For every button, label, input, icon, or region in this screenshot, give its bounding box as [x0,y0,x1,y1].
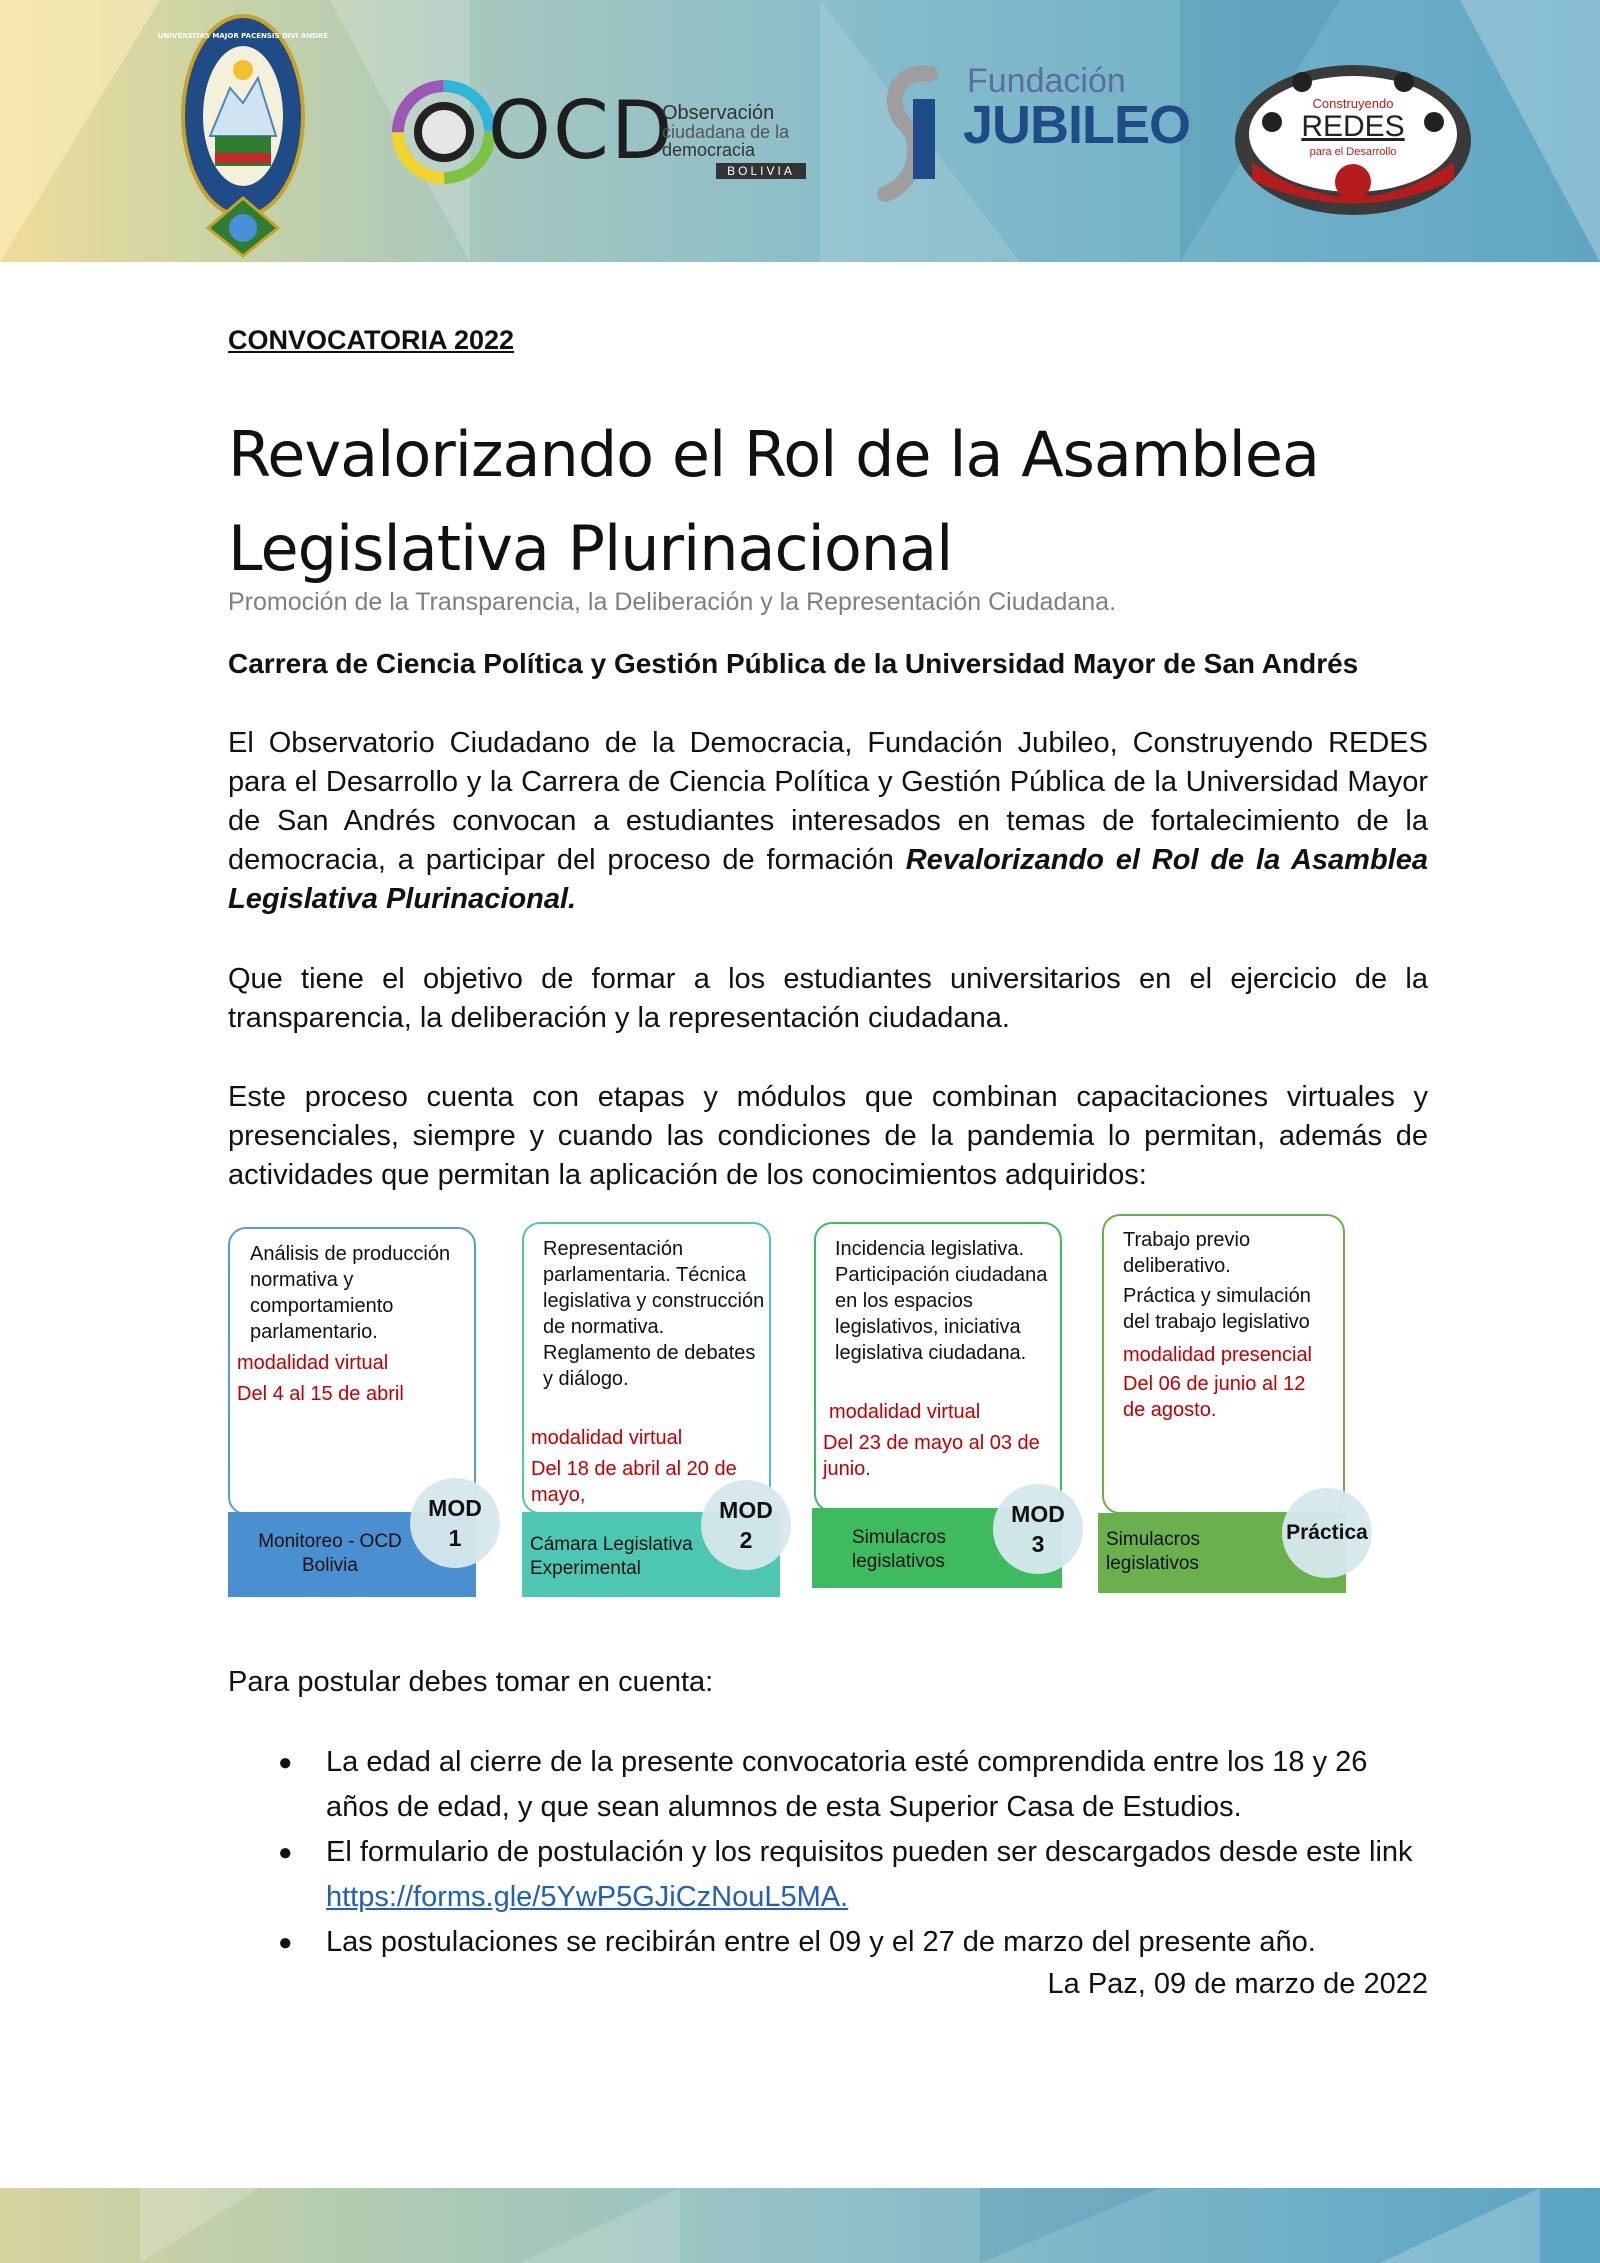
module-1-dates: Del 4 al 15 de abril [237,1383,404,1405]
application-form-link[interactable]: https://forms.gle/5YwP5GJiCzNouL5MA. [326,1881,849,1913]
ocd-line1: Observación [662,102,775,124]
ocd-line2: ciudadana de la [662,122,790,142]
page-title [228,408,1428,596]
ocd-ring-icon [392,80,497,185]
module-2-description: Representación parlamentaria. Técnica legislativa y construcción de normativa. Reglamento de debates y diálogo. [543,1238,765,1390]
module-3-modality: modalidad virtual [829,1401,981,1423]
module-2-bar-label: Cámara Legislativa Experimental [530,1534,693,1579]
umsa-logo [157,8,329,256]
jubileo-logo [875,62,1191,212]
module-1-description: Análisis de producción normativa y comportamiento parlamentario. [250,1243,451,1343]
redes-logo [1232,62,1474,218]
ocd-country: BOLIVIA [716,163,806,179]
redes-line3: para el Desarrollo [1309,146,1397,158]
redes-line2: REDES [1301,110,1405,143]
module-2-badge: MOD 2 [701,1480,791,1570]
requirement-form-text: El formulario de postulación y los requisitos pueden ser descargados desde este link [326,1836,1413,1868]
title-line-1: Revalorizando el Rol de la Asamblea [228,418,1320,491]
module-2-modality: modalidad virtual [531,1427,683,1449]
objective-paragraph: Que tiene el objetivo de formar a los estudiantes universitarios en el ejercicio de la transparencia, la deliberación y la representación ciudadana. [228,963,1428,1034]
footer-banner [0,2188,1600,2263]
module-4-modality: modalidad presencial [1123,1344,1313,1366]
process-paragraph: Este proceso cuenta con etapas y módulos que combinan capacitaciones virtuales y presenciales, siempre y cuando las condiciones de la pandemia lo permitan, además de actividades que permitan la aplicación de los conocimientos adquiridos: [228,1081,1428,1191]
module-3-description: Incidencia legislativa. Participación ciudadana en los espacios legislativos, iniciativa legislativa ciudadana. [835,1238,1048,1364]
module-4-bar-label: Simulacros legislativos [1106,1529,1200,1574]
apply-intro: Para postular debes tomar en cuenta: [228,1666,714,1698]
requirement-dates-text: Las postulaciones se recibirán entre el 09 y el 27 de marzo del presente año. [326,1926,1316,1958]
module-4-dates: Del 06 de junio al 12 de agosto. [1123,1373,1306,1421]
requirement-form [250,1830,1428,1920]
module-3-badge: MOD 3 [993,1484,1083,1574]
convocatoria-label: CONVOCATORIA 2022 [228,325,515,355]
module-4-description-1: Trabajo previo deliberativo. [1123,1229,1251,1277]
module-3-dates: Del 23 de mayo al 03 de junio. [823,1432,1040,1480]
title-line-2: Legislativa Plurinacional [228,512,953,585]
requirement-age [250,1740,1428,1830]
redes-line1: Construyendo [1312,96,1394,111]
ocd-line3: democracia [662,140,756,160]
module-1-content [250,1241,472,1345]
ocd-acronym: OCD [488,84,675,177]
practice-badge: Práctica [1282,1488,1372,1578]
header-banner [0,0,1600,262]
requirement-age-text: La edad al cierre de la presente convocatoria esté comprendida entre los 18 y 26 años de edad, y que sean alumnos de esta Superior Casa de Estudios. [326,1746,1368,1823]
module-1-modality: modalidad virtual [237,1352,389,1374]
jubileo-line2: JUBILEO [963,95,1191,155]
career-heading: Carrera de Ciencia Política y Gestión Pública de la Universidad Mayor de San Andrés [228,648,1359,679]
jubileo-line1: Fundación [967,62,1126,100]
requirements-list [250,1740,1428,1965]
module-2-dates: Del 18 de abril al 20 de mayo, [531,1458,737,1506]
module-4-description-2: Práctica y simulación del trabajo legislativo [1123,1285,1311,1333]
module-1-bar-label: Monitoreo - OCD Bolivia [258,1531,402,1576]
place-date: La Paz, 09 de marzo de 2022 [1047,1968,1428,2000]
ocd-logo [392,80,812,185]
intro-emphasis: Revalorizando el Rol de la Asamblea Legislativa Plurinacional. [228,844,1428,915]
module-1-badge: MOD 1 [410,1478,500,1568]
requirement-dates [250,1920,1428,1965]
intro-paragraph [228,724,1428,919]
module-3-bar-label: Simulacros legislativos [852,1527,946,1572]
jubileo-emblem-icon [875,64,955,204]
intro-text: El Observatorio Ciudadano de la Democracia, Fundación Jubileo, Construyendo REDES para el Desarrollo y la Carrera de Ciencia Política y Gestión Pública de la Universidad Mayor de San Andrés convocan a estudiantes interesados en temas de fortalecimiento de la democracia, a participar del proceso de formación [228,727,1428,876]
subtitle: Promoción de la Transparencia, la Deliberación y la Representación Ciudadana. [228,588,1117,616]
umsa-ring-text: UNIVERSITAS MAJOR PACENSIS DIVI ANDRE [157,32,329,40]
